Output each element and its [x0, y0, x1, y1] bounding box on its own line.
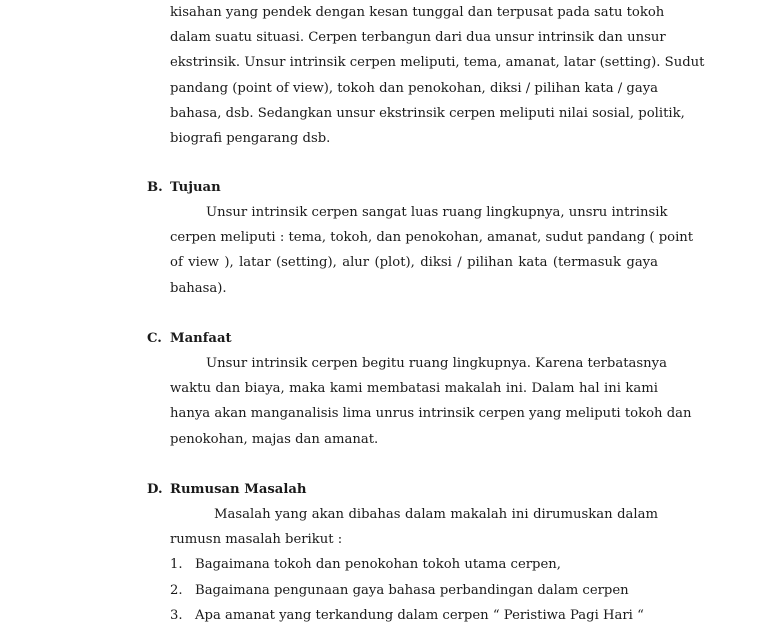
paragraph-line: bahasa). [170, 280, 227, 296]
section-heading-manfaat [147, 326, 232, 351]
section-title: Manfaat [170, 331, 232, 346]
section-heading-tujuan [147, 175, 221, 200]
paragraph-line: bahasa, dsb. Sedangkan unsur ekstrinsik cerpen meliputi nilai sosial, politik, [170, 105, 685, 121]
section-paragraph-rumusan-masalah [170, 502, 658, 552]
paragraph-line: waktu dan biaya, maka kami membatasi makalah ini. Dalam hal ini kami [170, 381, 658, 397]
section-title: Rumusan Masalah [170, 482, 307, 497]
paragraph-line: kisahan yang pendek dengan kesan tunggal dan terpusat pada satu tokoh [170, 5, 665, 20]
paragraph-line: dalam suatu situasi. Cerpen terbangun dari dua unsur intrinsik dan unsur [170, 30, 666, 46]
paragraph-line: cerpen meliputi : tema, tokoh, dan penokohan, amanat, sudut pandang ( point [170, 230, 694, 246]
list-text: Bagaimana pengunaan gaya bahasa perbandingan dalam cerpen [195, 583, 629, 598]
paragraph-line: Unsur intrinsik cerpen sangat luas ruang lingkupnya, unsru intrinsik [206, 205, 668, 220]
section-paragraph-tujuan [170, 200, 694, 301]
list-item [170, 552, 561, 577]
paragraph-line: Masalah yang akan dibahas dalam makalah ini dirumuskan dalam [214, 507, 658, 522]
list-item [170, 578, 629, 603]
list-text: Apa amanat yang terkandung dalam cerpen “ Peristiwa Pagi Hari “ [195, 608, 644, 623]
section-paragraph-manfaat [170, 351, 692, 452]
intro-paragraph [170, 0, 705, 151]
paragraph-line: ekstrinsik. Unsur intrinsik cerpen meliputi, tema, amanat, latar (setting). Sudut [170, 55, 705, 71]
paragraph-line: of view ), latar (setting), alur (plot), diksi / pilihan kata (termasuk gaya [170, 255, 658, 271]
paragraph-line: penokohan, majas dan amanat. [170, 431, 379, 447]
paragraph-line: Unsur intrinsik cerpen begitu ruang lingkupnya. Karena terbatasnya [206, 356, 667, 371]
section-heading-rumusan-masalah [147, 477, 307, 502]
list-number: 3. [170, 608, 183, 623]
section-letter: D. [147, 482, 163, 497]
paragraph-line: biografi pengarang dsb. [170, 130, 331, 146]
section-letter: B. [147, 180, 163, 195]
section-title: Tujuan [170, 180, 221, 195]
paragraph-line: rumusn masalah berikut : [170, 532, 343, 548]
list-text: Bagaimana tokoh dan penokohan tokoh utama cerpen, [195, 557, 561, 572]
list-item [170, 603, 644, 628]
paragraph-line: pandang (point of view), tokoh dan penokohan, diksi / pilihan kata / gaya [170, 80, 659, 96]
list-number: 1. [170, 557, 183, 572]
paragraph-line: hanya akan manganalisis lima unrus intrinsik cerpen yang meliputi tokoh dan [170, 406, 692, 422]
section-letter: C. [147, 331, 162, 346]
list-number: 2. [170, 583, 183, 598]
